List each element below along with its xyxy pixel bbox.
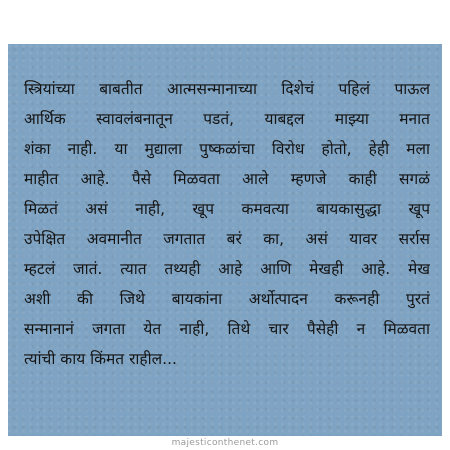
blurb-line-10: त्यांची काय किंमत राहील... [24,350,177,368]
blurb-line-7: म्हटलं जातं. त्यात तथ्यही आहे आणि मेखही आहे. मेख [24,260,430,278]
blurb-line-6: उपेक्षित अवमानीत जगतात बरं का, असं यावर सर्रास [24,230,430,248]
blurb-line-3: शंका नाही. या मुद्याला पुष्कळांचा विरोध होतो, हेही मला [24,140,430,158]
blurb-line-1: स्त्रियांच्या बाबतीत आत्मसन्मानाच्या दिशेचं पहिलं पाऊल [24,80,430,98]
blurb-line-9: सन्मानानं जगता येत नाही, तिथे चार पैसेही न मिळवता [24,320,430,338]
blurb-line-8: अशी की जिथे बायकांना अर्थोत्पादन करूनही पुरतं [24,290,430,308]
watermark: majesticonthenet.com [171,438,279,448]
blurb-text [24,74,430,374]
back-cover-panel [8,44,442,436]
blurb-line-5: मिळतं असं नाही, खूप कमवत्या बायकासुद्धा खूप [24,200,430,218]
blurb-line-2: आर्थिक स्वावलंबनातून पडतं, याबद्दल माझ्या मनात [24,110,430,128]
blurb-line-4: माहीत आहे. पैसे मिळवता आले म्हणजे काही सगळं [24,170,430,188]
